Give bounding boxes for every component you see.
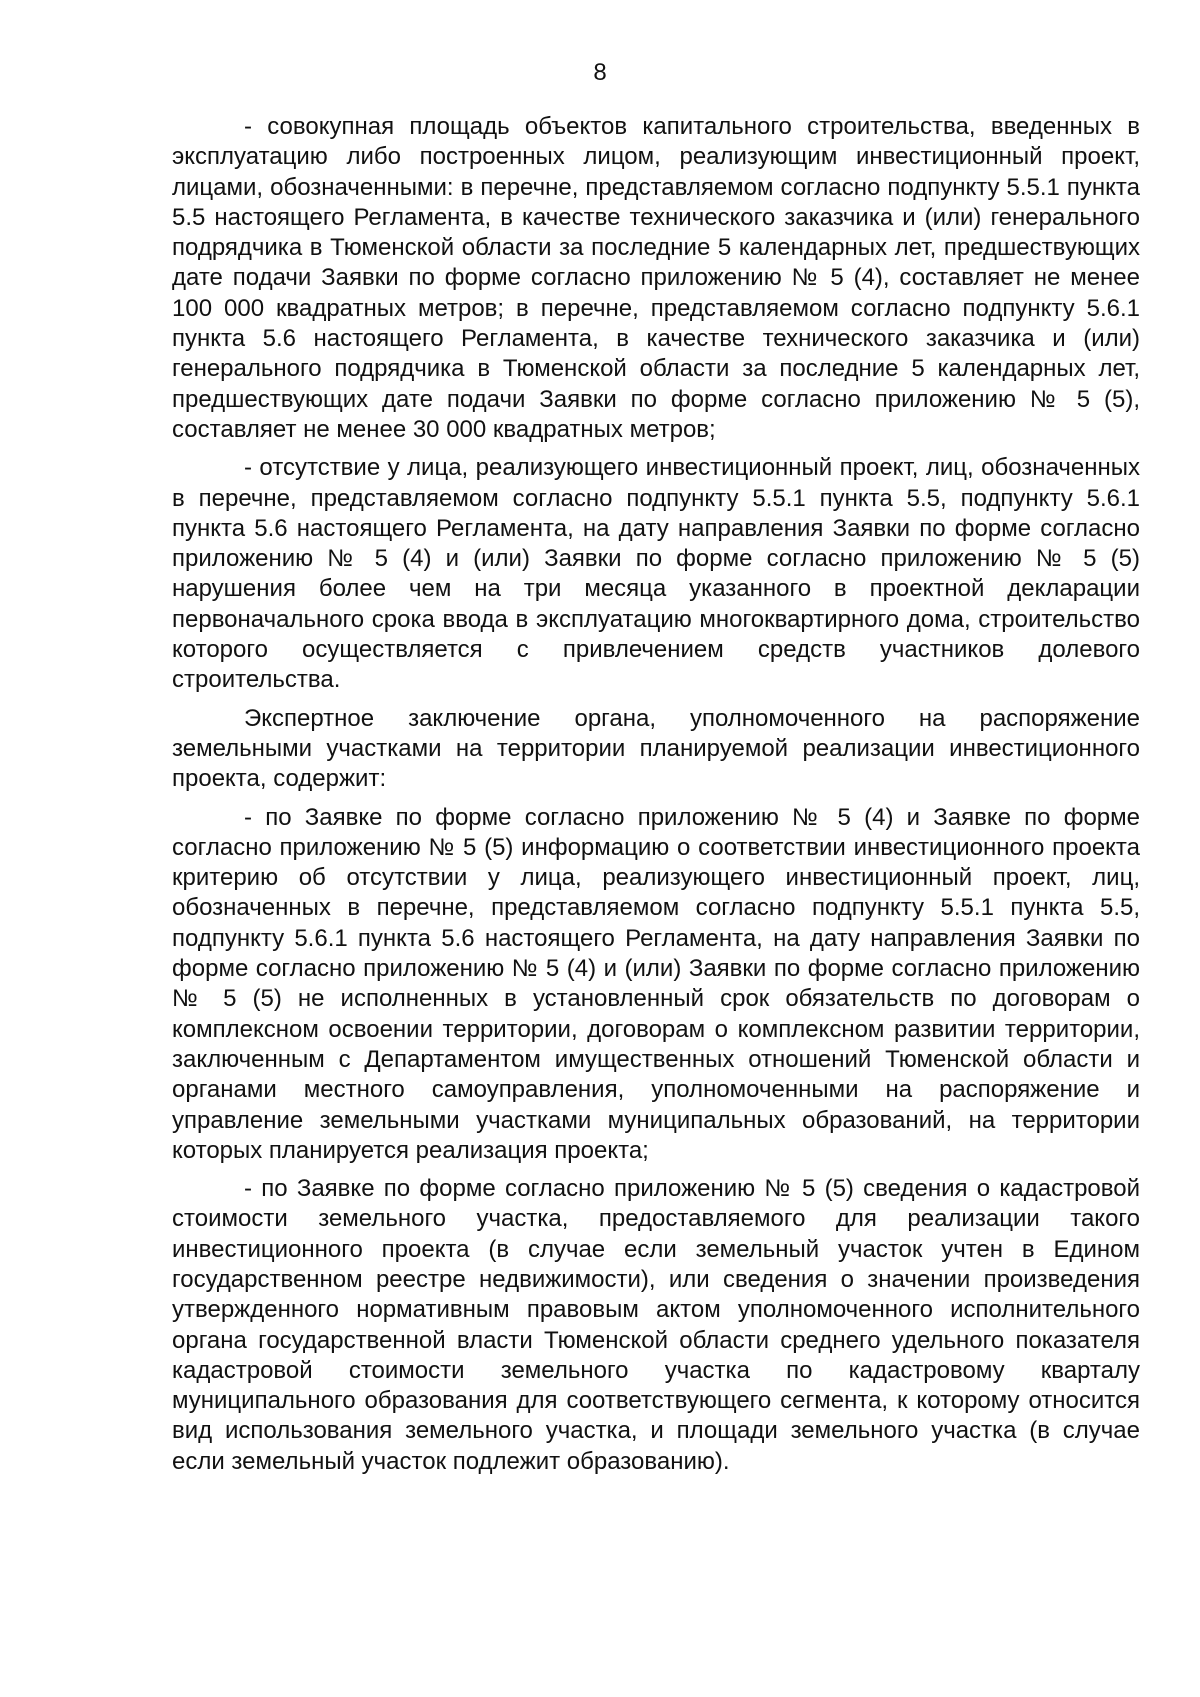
page-number: 8 — [593, 59, 607, 86]
paragraph-obligations-info: - по Заявке по форме согласно приложению № 5 (4) и Заявке по форме согласно приложению № 5 (5) информацию о соответствии инвестиционного проекта критерию об отсутствии у лица, реализующего инвестиционный проект, лиц, обозначенных в перечне, представляемом согласно подпункту 5.5.1 пункта 5.5, подпункту 5.6.1 пункта 5.6 настоящего Регламента, на дату направления Заявки по форме согласно приложению № 5 (4) и (или) Заявки по форме согласно приложению № 5 (5) не исполненных в установленный срок обязательств по договорам о комплексном освоении территории, договорам о комплексном развитии территории, заключенным с Департаментом имущественных отношений Тюменской области и органами местного самоуправления, уполномоченными на распоряжение и управление земельными участками муниципальных образований, на территории которых планируется реализация проекта; — [172, 803, 1140, 1164]
document-body — [172, 112, 1140, 1485]
paragraph-expert-conclusion: Экспертное заключение органа, уполномоченного на распоряжение земельными участками на территории планируемой реализации инвестиционного проекта, содержит: — [172, 704, 1140, 793]
paragraph-no-violations: - отсутствие у лица, реализующего инвестиционный проект, лиц, обозначенных в перечне, представляемом согласно подпункту 5.5.1 пункта 5.5, подпункту 5.6.1 пункта 5.6 настоящего Регламента, на дату направления Заявки по форме согласно приложению № 5 (4) и (или) Заявки по форме согласно приложению № 5 (5) нарушения более чем на три месяца указанного в проектной декларации первоначального срока ввода в эксплуатацию многоквартирного дома, строительство которого осуществляется с привлечением средств участников долевого строительства. — [172, 454, 1140, 694]
paragraph-cadastral-value: - по Заявке по форме согласно приложению № 5 (5) сведения о кадастровой стоимости земельного участка, предоставляемого для реализации такого инвестиционного проекта (в случае если земельный участок учтен в Едином государственном реестре недвижимости), или сведения о значении произведения утвержденного нормативным правовым актом уполномоченного исполнительного органа государственной власти Тюменской области среднего удельного показателя кадастровой стоимости земельного участка по кадастровому кварталу муниципального образования для соответствующего сегмента, к которому относится вид использования земельного участка, и площади земельного участка (в случае если земельный участок подлежит образованию). — [172, 1175, 1140, 1475]
paragraph-total-area: - совокупная площадь объектов капитального строительства, введенных в эксплуатацию либо построенных лицом, реализующим инвестиционный проект, лицами, обозначенными: в перечне, представляемом согласно подпункту 5.5.1 пункта 5.5 настоящего Регламента, в качестве технического заказчика и (или) генерального подрядчика в Тюменской области за последние 5 календарных лет, предшествующих дате подачи Заявки по форме согласно приложению № 5 (4), составляет не менее 100 000 квадратных метров; в перечне, представляемом согласно подпункту 5.6.1 пункта 5.6 настоящего Регламента, в качестве технического заказчика и (или) генерального подрядчика в Тюменской области за последние 5 календарных лет, предшествующих дате подачи Заявки по форме согласно приложению № 5 (5), составляет не менее 30 000 квадратных метров; — [172, 113, 1140, 443]
